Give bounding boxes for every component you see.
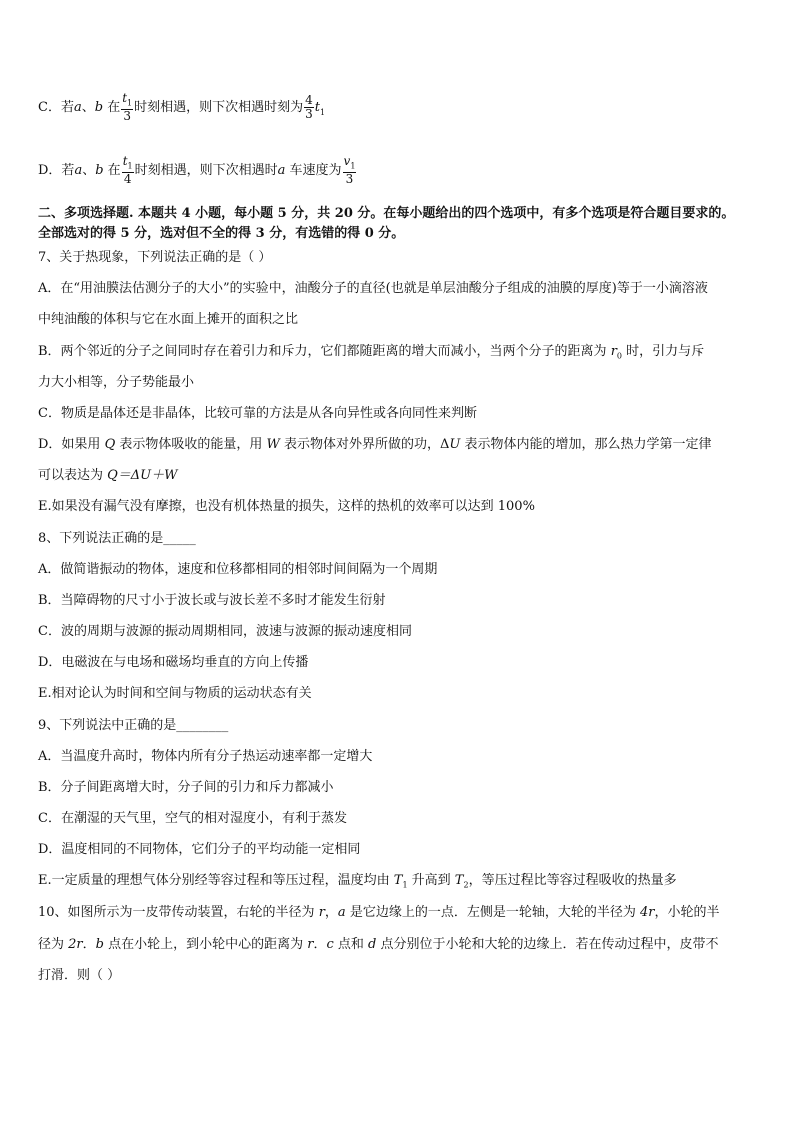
var-u: U	[449, 437, 461, 452]
var-c: c	[326, 937, 334, 952]
var-b: b	[95, 937, 104, 952]
q8-option-e: E.相对论认为时间和空间与物质的运动状态有关	[38, 686, 312, 701]
subscript: 1	[402, 880, 408, 890]
var-w: W	[266, 437, 280, 452]
var-r: r	[307, 937, 314, 952]
frac-num: v	[343, 154, 351, 168]
option-text: 时，引力与斥	[622, 344, 705, 359]
var-d: d	[368, 937, 377, 952]
stem-text: ，	[324, 905, 338, 920]
option-text: B．两个邻近的分子之间同时存在着引力和斥力，它们都随距离的增大而减小，当两个分子的距离为	[38, 344, 611, 359]
fraction-t1-over-4	[122, 155, 134, 186]
q7-option-b-line2: 力大小相等，分子势能最小	[38, 375, 195, 390]
var-b: b	[94, 100, 104, 116]
option-text: ，等压过程比等容过程吸收的热量多	[468, 873, 677, 888]
frac-num-sub: 1	[127, 161, 133, 171]
frac-num: t	[122, 91, 128, 105]
stem-text: 径为	[38, 937, 69, 952]
stem-text: 点和	[333, 937, 369, 952]
q9-option-b: B．分子间距离增大时，分子间的引力和斥力都减小	[38, 780, 334, 795]
subscript: 2	[463, 880, 469, 890]
option-text: 时刻相遇，则下次相遇时刻为	[134, 100, 304, 116]
frac-den: 3	[305, 107, 313, 122]
var-r: r	[318, 905, 325, 920]
var-t: T	[393, 873, 403, 888]
q8-option-d: D．电磁波在与电场和磁场均垂直的方向上传播	[38, 655, 309, 670]
var-a: a	[277, 163, 286, 179]
option-text: 时刻相遇，则下次相遇时	[134, 163, 278, 179]
option-text: 可以表达为	[38, 468, 108, 483]
stem-text: ．	[313, 937, 327, 952]
formula: Q＝ΔU＋W	[107, 468, 178, 483]
var-b: b	[95, 163, 104, 179]
q9-option-d: D．温度相同的不同物体，它们分子的平均动能一定相同	[38, 842, 361, 857]
option-text: C．若	[38, 100, 74, 116]
var-4r: 4r	[639, 905, 655, 920]
q9-option-c: C．在潮湿的天气里，空气的相对湿度小，有利于蒸发	[38, 811, 347, 826]
option-text: 升高到	[407, 873, 455, 888]
frac-den: 3	[123, 109, 131, 124]
q7-option-a-line2: 中纯油酸的体积与它在水面上摊开的面积之比	[38, 312, 299, 327]
q7-option-b-line1	[38, 344, 704, 365]
q7-option-e: E.如果没有漏气没有摩擦，也没有机体热量的损失，这样的热机的效率可以达到 100%	[38, 499, 535, 514]
q7-option-d-line2	[38, 468, 178, 484]
q10-stem-line1	[38, 905, 719, 921]
var-q: Q	[104, 437, 116, 452]
option-text: E.一定质量的理想气体分别经等容过程和等压过程，温度均由	[38, 873, 394, 888]
q10-stem-line3: 打滑．则（ ）	[38, 968, 121, 983]
var-a: a	[74, 163, 83, 179]
q9-option-a: A．当温度升高时，物体内所有分子热运动速率都一定增大	[38, 749, 373, 764]
var-t: t	[314, 100, 321, 116]
stem-text: 点在小轮上，到小轮中心的距离为	[103, 937, 308, 952]
frac-num-sub: 1	[127, 98, 133, 108]
section2-header-line1: 二、多项选择题. 本题共 4 小题，每小题 5 分，共 20 分。在每小题给出的四个选项中，有多个选项是符合题目要求的。	[38, 206, 735, 221]
section2-header-line2: 全部选对的得 5 分，选对但不全的得 3 分，有选错的得 0 分。	[38, 226, 405, 241]
q7-option-a-line1: A．在“用油膜法估测分子的大小”的实验中，油酸分子的直径(也就是单层油酸分子组成的油膜的厚度)等于一小滴溶液	[38, 281, 708, 296]
subscript: 0	[616, 351, 622, 361]
stem-text: 10、如图所示为一皮带传动装置，右轮的半径为	[38, 905, 319, 920]
frac-num: 4	[305, 93, 313, 108]
q8-option-b: B．当障碍物的尺寸小于波长或与波长差不多时才能发生衍射	[38, 593, 386, 608]
var-a: a	[337, 905, 346, 920]
option-text: 车速度为	[285, 163, 342, 179]
var-t: T	[454, 873, 464, 888]
q10-stem-line2	[38, 937, 719, 953]
frac-num: t	[122, 154, 128, 168]
option-text: 表示物体吸收的能量，用	[115, 437, 267, 452]
var-2r: 2r	[68, 937, 83, 952]
var-r: r	[610, 344, 617, 359]
option-text: 在	[103, 163, 121, 179]
option-text: 表示物体对外界所做的功，Δ	[279, 437, 450, 452]
q8-stem: 8、下列说法正确的是_____	[38, 531, 196, 546]
q9-option-e	[38, 873, 677, 894]
fraction-4-over-3	[304, 94, 314, 121]
q7-stem: 7、关于热现象，下列说法正确的是（ ）	[38, 250, 272, 265]
q6-option-d	[38, 155, 357, 186]
fraction-v1-over-3	[343, 155, 357, 186]
q8-option-c: C．波的周期与波源的振动周期相同，波速与波源的振动速度相同	[38, 624, 412, 639]
fraction-t1-over-3	[121, 92, 133, 123]
frac-num-sub: 1	[350, 161, 356, 171]
q6-option-c	[38, 92, 325, 123]
option-text: 表示物体内能的增加，那么热力学第一定律	[460, 437, 712, 452]
frac-den: 4	[123, 172, 132, 187]
option-text: 、	[82, 163, 96, 179]
frac-den: 3	[345, 172, 354, 187]
option-text: D．如果用	[38, 437, 105, 452]
stem-text: 点分别位于小轮和大轮的边缘上．若在传动过程中，皮带不	[376, 937, 719, 952]
option-text: D．若	[38, 163, 75, 179]
stem-text: ，小轮的半	[654, 905, 720, 920]
q7-option-c: C．物质是晶体还是非晶体，比较可靠的方法是从各向异性或各向同性来判断	[38, 406, 477, 421]
var-a: a	[73, 100, 82, 116]
stem-text: 是它边缘上的一点．左侧是一轮轴，大轮的半径为	[345, 905, 640, 920]
q8-option-a: A．做简谐振动的物体，速度和位移都相同的相邻时间间隔为一个周期	[38, 562, 438, 577]
subscript: 1	[320, 107, 326, 117]
option-text: 在	[103, 100, 121, 116]
stem-text: ．	[82, 937, 96, 952]
q9-stem: 9、下列说法中正确的是________	[38, 718, 229, 733]
option-text: 、	[81, 100, 95, 116]
q7-option-d-line1	[38, 437, 712, 453]
